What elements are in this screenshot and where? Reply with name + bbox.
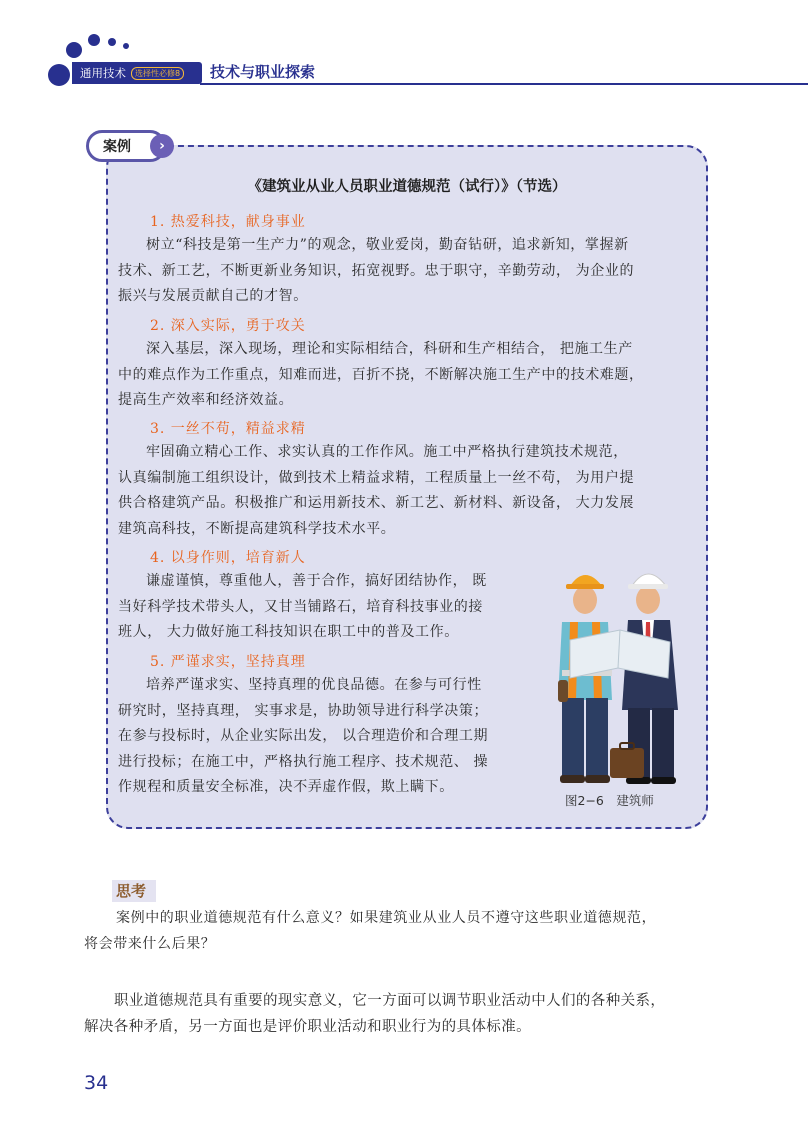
body-paragraph (84, 988, 665, 1040)
section-body-3 (118, 440, 634, 542)
section-heading-2: 2. 深入实际，勇于攻关 (150, 318, 306, 334)
text-line: 提高生产效率和经济效益。 (118, 392, 294, 408)
section-body-2 (118, 337, 644, 414)
text-line: 将会带来什么后果？ (84, 936, 216, 952)
text-line: 深入基层，深入现场，理论和实际相结合，科研和生产相结合， 把施工生产 (146, 341, 633, 357)
text-line: 中的难点作为工作重点，知难而进，百折不挠，不断解决施工生产中的技术难题， (118, 366, 644, 383)
think-question (84, 905, 656, 957)
header-title: 技术与职业探索 (210, 63, 316, 81)
text-line: 班人， 大力做好施工科技知识在职工中的普及工作。 (118, 624, 459, 640)
text-line: 解决各种矛盾，另一方面也是评价职业活动和职业行为的具体标准。 (84, 1019, 531, 1035)
case-tab-label: 案例 (86, 130, 166, 162)
header-badge: 选择性必修8 (131, 67, 184, 80)
text-line: 技术、新工艺，不断更新业务知识，拓宽视野。忠于职守，辛勤劳动， 为企业的 (118, 262, 635, 279)
case-tab (86, 130, 176, 164)
text-line: 作规程和质量安全标准，决不弄虚作假，欺上瞒下。 (118, 779, 454, 795)
section-body-5 (118, 673, 488, 801)
case-title: 《建筑业从业人员职业道德规范（试行）》（节选） (247, 179, 567, 195)
text-line: 在参与投标时，从企业实际出发， 以合理造价和合理工期 (118, 728, 489, 744)
text-line: 研究时，坚持真理， 实事求是，协助领导进行科学决策； (118, 702, 489, 719)
text-line: 当好科学技术带头人，又甘当铺路石，培育科技事业的接 (118, 598, 483, 615)
text-line: 树立“科技是第一生产力”的观念，敬业爱岗，勤奋钻研，追求新知，掌握新 (146, 237, 629, 253)
text-line: 供合格建筑产品。积极推广和运用新技术、新工艺、新材料、新设备， 大力发展 (118, 495, 635, 511)
section-heading-4: 4. 以身作则，培育新人 (150, 550, 306, 566)
header-divider (200, 83, 808, 85)
header-series-bar (72, 62, 202, 84)
briefcase (610, 748, 644, 778)
section-body-4 (118, 569, 487, 646)
header-series: 通用技术 (80, 66, 126, 80)
text-line: 谦虚谨慎，尊重他人，善于合作，搞好团结协作， 既 (146, 573, 487, 589)
section-body-1 (118, 233, 634, 310)
section-heading-1: 1. 热爱科技，献身事业 (150, 214, 306, 230)
section-heading-5: 5. 严谨求实，坚持真理 (150, 654, 306, 670)
chevron-right-icon: › (150, 134, 174, 158)
text-line: 培养严谨求实、坚持真理的优良品德。在参与可行性 (146, 677, 482, 693)
text-line: 认真编制施工组织设计，做到技术上精益求精，工程质量上一丝不苟， 为用户提 (118, 469, 635, 486)
think-label: 思考 (112, 880, 156, 902)
text-line: 职业道德规范具有重要的现实意义，它一方面可以调节职业活动中人们的各种关系， (114, 993, 666, 1009)
architects-illustration (540, 560, 700, 790)
worker-figure (558, 575, 612, 783)
section-heading-3: 3. 一丝不苟，精益求精 (150, 421, 306, 437)
figure-caption: 图2−6 建筑师 (565, 793, 654, 808)
text-line: 进行投标；在施工中，严格执行施工程序、技术规范、 操 (118, 753, 489, 770)
text-line: 牢固确立精心工作、求实认真的工作作风。施工中严格执行建筑技术规范， (146, 444, 628, 460)
text-line: 建筑高科技，不断提高建筑科学技术水平。 (118, 520, 396, 537)
text-line: 案例中的职业道德规范有什么意义？如果建筑业从业人员不遵守这些职业道德规范， (116, 910, 657, 926)
page-number: 34 (84, 1072, 109, 1094)
text-line: 振兴与发展贡献自己的才智。 (118, 288, 308, 304)
